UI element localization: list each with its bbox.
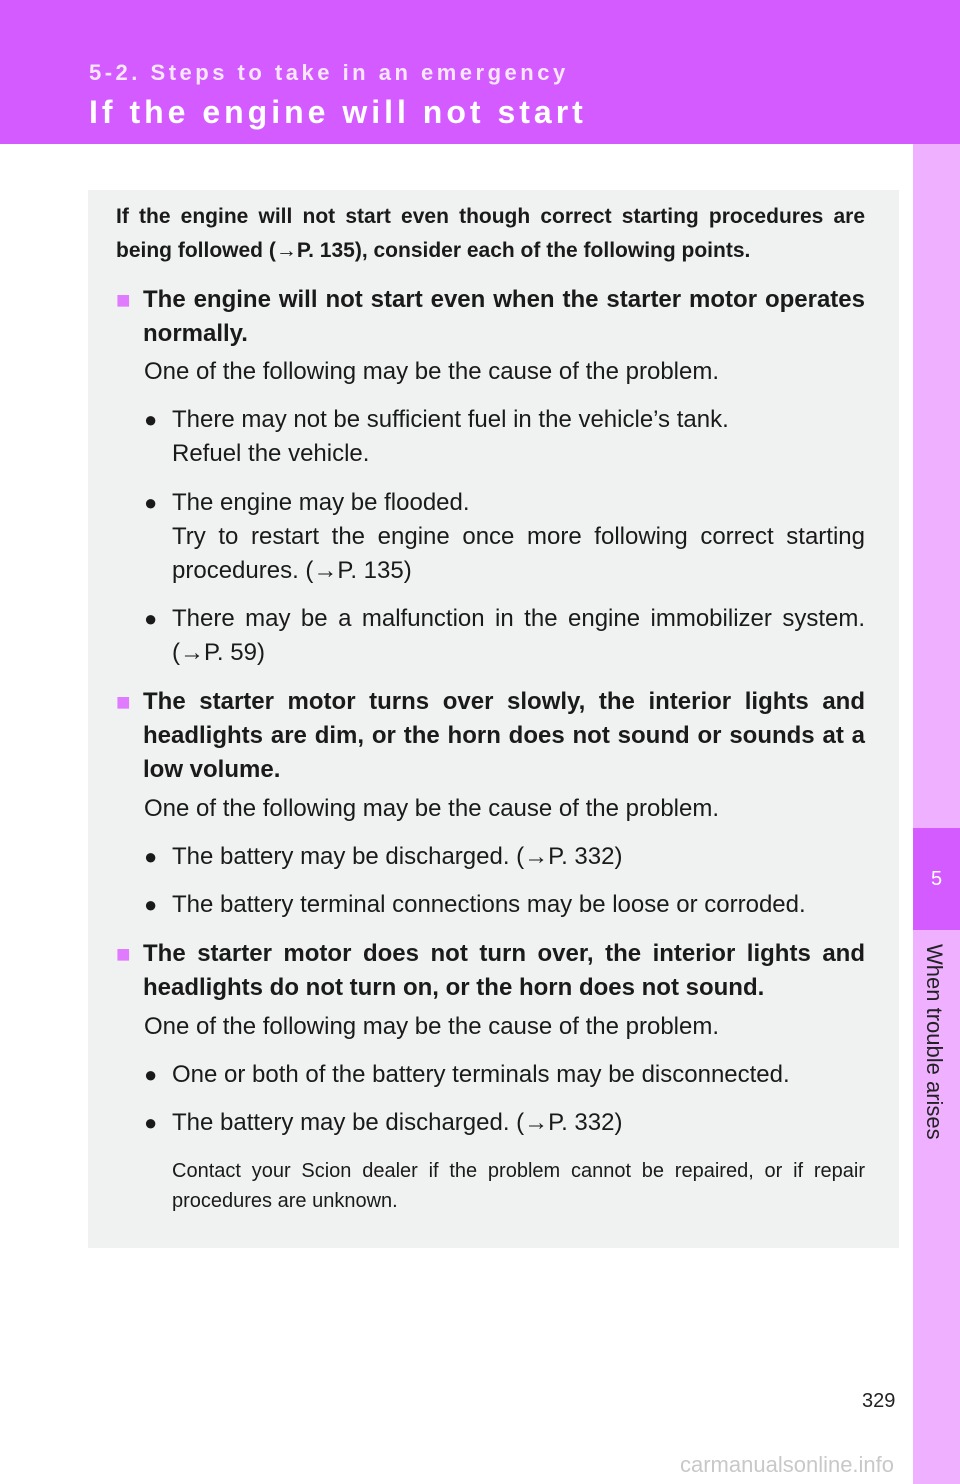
- list-item-text: There may not be sufficient fuel in the vehicle’s tank. Refuel the vehicle.: [172, 406, 729, 467]
- section-heading-2: [116, 685, 865, 787]
- round-bullet-icon: ●: [144, 407, 158, 432]
- round-bullet-icon: ●: [144, 606, 158, 631]
- round-bullet-icon: ●: [144, 1062, 158, 1087]
- chapter-number: 5: [930, 867, 943, 890]
- section-heading-3: [116, 937, 865, 1005]
- chapter-label: When trouble arises: [922, 944, 947, 1140]
- list-item-text: The battery may be discharged. (→P. 332): [172, 1109, 623, 1136]
- round-bullet-icon: ●: [144, 892, 158, 917]
- round-bullet-icon: ●: [144, 844, 158, 869]
- cause-text-2: One of the following may be the cause of the problem.: [144, 795, 720, 822]
- square-bullet-icon: ■: [116, 287, 131, 314]
- list-item-text: One or both of the battery terminals may be disconnected.: [172, 1061, 790, 1088]
- side-strip: [913, 144, 960, 1484]
- square-bullet-icon: ■: [116, 689, 131, 716]
- round-bullet-icon: ●: [144, 1110, 158, 1135]
- list-item: [144, 888, 865, 922]
- list-item: [144, 486, 865, 588]
- round-bullet-icon: ●: [144, 490, 158, 515]
- list-item-text: The engine may be flooded. Try to restart the engine once more following correct starting procedures. (→P. 135): [172, 489, 865, 584]
- section-label: 5-2. Steps to take in an emergency: [89, 60, 569, 85]
- list-item-text: The battery terminal connections may be loose or corroded.: [172, 891, 806, 918]
- list-item-text: There may be a malfunction in the engine immobilizer system. (→P. 59): [172, 605, 865, 666]
- chapter-tab[interactable]: [913, 828, 960, 930]
- note-text: Contact your Scion dealer if the problem cannot be repaired, or if repair procedures are unknown.: [172, 1160, 865, 1212]
- list-item: [144, 403, 865, 471]
- list-item: [144, 602, 865, 670]
- intro-text: If the engine will not start even though correct starting procedures are being followed (→P. 135), consider each of the following points.: [116, 205, 865, 262]
- section-heading-text: The engine will not start even when the starter motor operates normally.: [143, 286, 865, 347]
- page-number: 329: [862, 1390, 896, 1412]
- section-heading-text: The starter motor does not turn over, the interior lights and headlights do not turn on, or the horn does not sound.: [143, 940, 865, 1001]
- list-item: [144, 1058, 865, 1092]
- watermark: carmanualsonline.info: [680, 1452, 895, 1477]
- cause-text-3: One of the following may be the cause of the problem.: [144, 1013, 720, 1040]
- list-item: [144, 840, 865, 874]
- cause-text-1: One of the following may be the cause of the problem.: [144, 358, 720, 385]
- square-bullet-icon: ■: [116, 941, 131, 968]
- list-item: [144, 1106, 865, 1140]
- list-item-text: The battery may be discharged. (→P. 332): [172, 843, 623, 870]
- section-heading-1: [116, 283, 865, 351]
- section-heading-text: The starter motor turns over slowly, the interior lights and headlights are dim, or the horn does not sound or sounds at a low volume.: [143, 688, 865, 783]
- page-title: If the engine will not start: [89, 94, 587, 130]
